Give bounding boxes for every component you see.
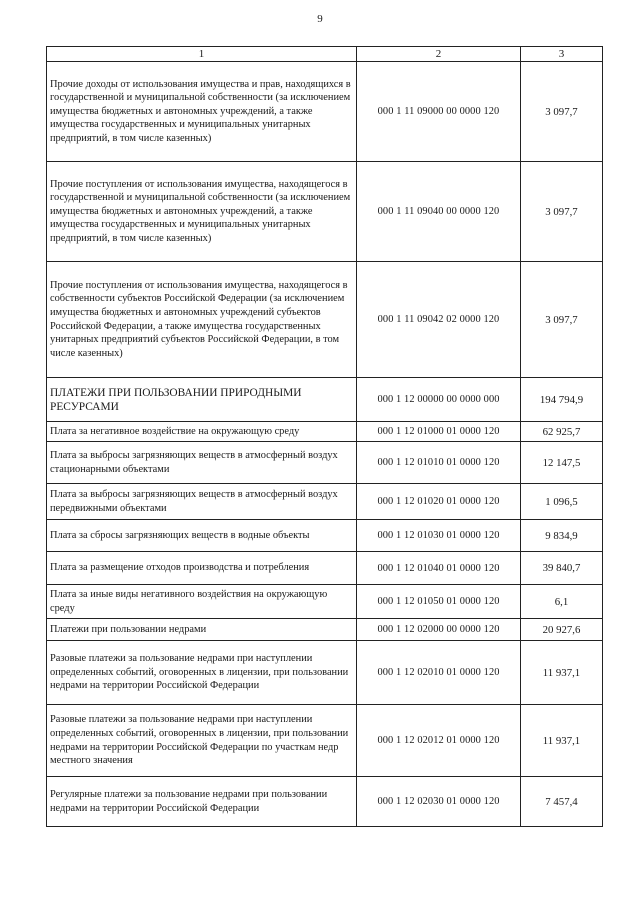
row-name: Прочие доходы от использования имущества и прав, находящихся в государственной и муниципальной собственности (за исключением имущества бюджетных и автономных учреждений, а также имущества государственных и муниципальных унитарных предприятий, в том числе казенных) <box>47 62 357 162</box>
row-amount: 39 840,7 <box>521 552 603 585</box>
table-row <box>47 442 603 484</box>
table-row <box>47 422 603 442</box>
row-name: Плата за негативное воздействие на окружающую среду <box>47 422 357 442</box>
table-row <box>47 552 603 585</box>
row-amount: 9 834,9 <box>521 520 603 552</box>
row-code: 000 1 12 01040 01 0000 120 <box>357 552 521 585</box>
row-code: 000 1 12 01010 01 0000 120 <box>357 442 521 484</box>
column-header-name: 1 <box>47 47 357 62</box>
row-amount: 3 097,7 <box>521 262 603 378</box>
column-header-amount: 3 <box>521 47 603 62</box>
row-code: 000 1 11 09042 02 0000 120 <box>357 262 521 378</box>
budget-revenue-table <box>46 46 603 827</box>
table-row-section <box>47 378 603 422</box>
row-amount: 3 097,7 <box>521 162 603 262</box>
row-name: Прочие поступления от использования имущества, находящегося в собственности субъектов Российской Федерации (за исключением имущества бюджетных и автономных учреждений субъектов Российской Федерации, а также имущества государственных унитарных предприятий субъектов Российской Федерации, в том числе казенных) <box>47 262 357 378</box>
row-code: 000 1 12 01020 01 0000 120 <box>357 484 521 520</box>
row-name: Плата за выбросы загрязняющих веществ в атмосферный воздух стационарными объектами <box>47 442 357 484</box>
row-code: 000 1 12 01000 01 0000 120 <box>357 422 521 442</box>
table-row <box>47 520 603 552</box>
table-row <box>47 641 603 705</box>
row-amount: 12 147,5 <box>521 442 603 484</box>
row-code: 000 1 12 02012 01 0000 120 <box>357 705 521 777</box>
row-amount: 1 096,5 <box>521 484 603 520</box>
row-name: Плата за иные виды негативного воздействия на окружающую среду <box>47 585 357 619</box>
table-header-row <box>47 47 603 62</box>
row-name: Плата за выбросы загрязняющих веществ в атмосферный воздух передвижными объектами <box>47 484 357 520</box>
row-code: 000 1 11 09040 00 0000 120 <box>357 162 521 262</box>
row-name: Прочие поступления от использования имущества, находящегося в государственной и муниципальной собственности (за исключением имущества бюджетных и автономных учреждений, а также имущества государственных и муниципальных унитарных предприятий, в том числе казенных) <box>47 162 357 262</box>
table-row <box>47 162 603 262</box>
row-code: 000 1 12 02010 01 0000 120 <box>357 641 521 705</box>
row-name: Плата за размещение отходов производства и потребления <box>47 552 357 585</box>
row-code: 000 1 12 02000 00 0000 120 <box>357 619 521 641</box>
row-code: 000 1 12 01030 01 0000 120 <box>357 520 521 552</box>
table-row <box>47 62 603 162</box>
table-row <box>47 585 603 619</box>
table-row <box>47 262 603 378</box>
row-code: 000 1 12 01050 01 0000 120 <box>357 585 521 619</box>
row-amount: 62 925,7 <box>521 422 603 442</box>
row-name: Разовые платежи за пользование недрами при наступлении определенных событий, оговоренных в лицензии, при пользовании недрами на территории Российской Федерации <box>47 641 357 705</box>
row-name: Плата за сбросы загрязняющих веществ в водные объекты <box>47 520 357 552</box>
column-header-code: 2 <box>357 47 521 62</box>
row-name: Платежи при пользовании недрами <box>47 619 357 641</box>
row-code: 000 1 12 02030 01 0000 120 <box>357 777 521 827</box>
row-name: ПЛАТЕЖИ ПРИ ПОЛЬЗОВАНИИ ПРИРОДНЫМИ РЕСУРСАМИ <box>47 378 357 422</box>
row-amount: 11 937,1 <box>521 641 603 705</box>
row-amount: 3 097,7 <box>521 62 603 162</box>
row-amount: 11 937,1 <box>521 705 603 777</box>
row-name: Разовые платежи за пользование недрами при наступлении определенных событий, оговоренных в лицензии, при пользовании недрами на территории Российской Федерации по участкам недр местного значения <box>47 705 357 777</box>
page-number: 9 <box>317 13 323 25</box>
table-row <box>47 705 603 777</box>
row-code: 000 1 11 09000 00 0000 120 <box>357 62 521 162</box>
row-amount: 20 927,6 <box>521 619 603 641</box>
table-row <box>47 484 603 520</box>
row-amount: 7 457,4 <box>521 777 603 827</box>
row-code: 000 1 12 00000 00 0000 000 <box>357 378 521 422</box>
row-amount: 194 794,9 <box>521 378 603 422</box>
table-row <box>47 777 603 827</box>
row-amount: 6,1 <box>521 585 603 619</box>
row-name: Регулярные платежи за пользование недрами при пользовании недрами на территории Российской Федерации <box>47 777 357 827</box>
table-row <box>47 619 603 641</box>
